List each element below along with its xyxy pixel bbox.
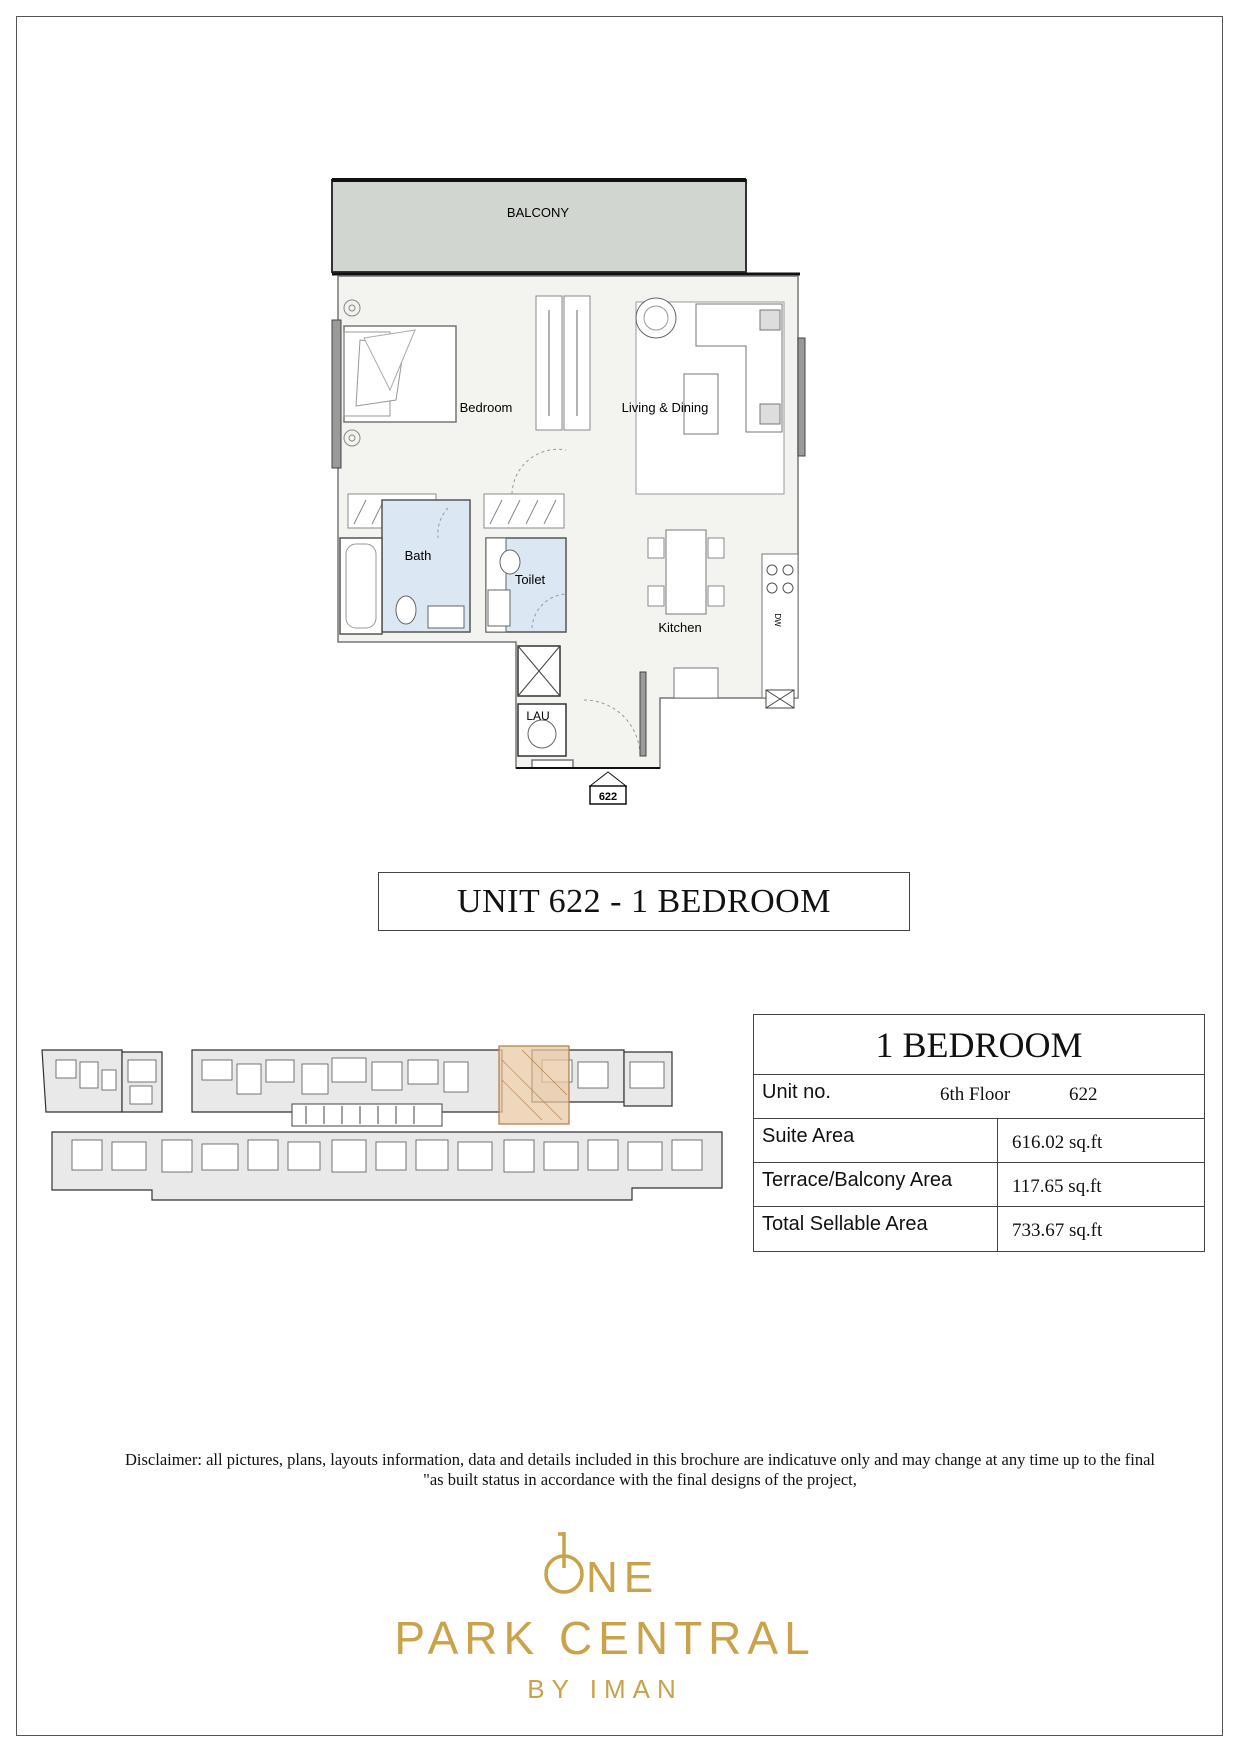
balcony-area-label: Terrace/Balcony Area xyxy=(762,1169,953,1191)
kitchen-label: Kitchen xyxy=(658,620,702,635)
total-area-value: 733.67 sq.ft xyxy=(1012,1220,1103,1241)
unit-title xyxy=(378,872,910,931)
suite-area-value: 616.02 sq.ft xyxy=(1012,1132,1103,1153)
disclaimer-line-2: "as built status in accordance with the final designs of the project, xyxy=(423,1470,857,1489)
disclaimer-line-1: Disclaimer: all pictures, plans, layouts information, data and details included in this brochure are indicatuve only and may change at any time up to the final xyxy=(124,1450,1156,1469)
logo-key-icon xyxy=(546,1532,582,1592)
bath-label: Bath xyxy=(404,548,432,563)
balcony-area-value: 117.65 sq.ft xyxy=(1012,1176,1102,1197)
unit-number-row xyxy=(754,1075,1204,1119)
balcony-area xyxy=(332,180,746,272)
dishwasher-label: DW xyxy=(773,613,782,627)
column-divider xyxy=(997,1207,998,1251)
living-label: Living & Dining xyxy=(621,400,709,415)
one-park-central-logo xyxy=(380,1530,830,1710)
unit-tag-marker xyxy=(590,772,626,786)
disclaimer xyxy=(70,1450,1210,1490)
logo-line-1: NE xyxy=(586,1553,660,1602)
table-row xyxy=(754,1207,1204,1251)
unit-number-value: 622 xyxy=(1069,1084,1098,1105)
bedroom-label: Bedroom xyxy=(459,400,513,415)
unit-floor-plan xyxy=(320,170,810,810)
floor-key-plan xyxy=(32,1040,737,1220)
column-divider xyxy=(997,1163,998,1206)
unit-title-text: UNIT 622 - 1 BEDROOM xyxy=(457,882,831,920)
floor-value: 6th Floor xyxy=(940,1084,1011,1105)
table-row xyxy=(754,1119,1204,1163)
unit-number-label: Unit no. xyxy=(762,1081,831,1103)
logo-line-3: BY IMAN xyxy=(527,1674,683,1704)
logo-line-2: PARK CENTRAL xyxy=(394,1612,816,1664)
balcony-label: BALCONY xyxy=(506,205,570,220)
unit-info-table xyxy=(753,1014,1205,1252)
total-area-label: Total Sellable Area xyxy=(762,1213,928,1235)
unit-tag-label: 622 xyxy=(598,791,618,803)
column-divider xyxy=(997,1119,998,1162)
suite-area-label: Suite Area xyxy=(762,1125,855,1147)
laundry-label: LAU xyxy=(526,709,550,723)
toilet-label: Toilet xyxy=(514,572,546,587)
info-heading: 1 BEDROOM xyxy=(754,1015,1204,1075)
table-row xyxy=(754,1163,1204,1207)
